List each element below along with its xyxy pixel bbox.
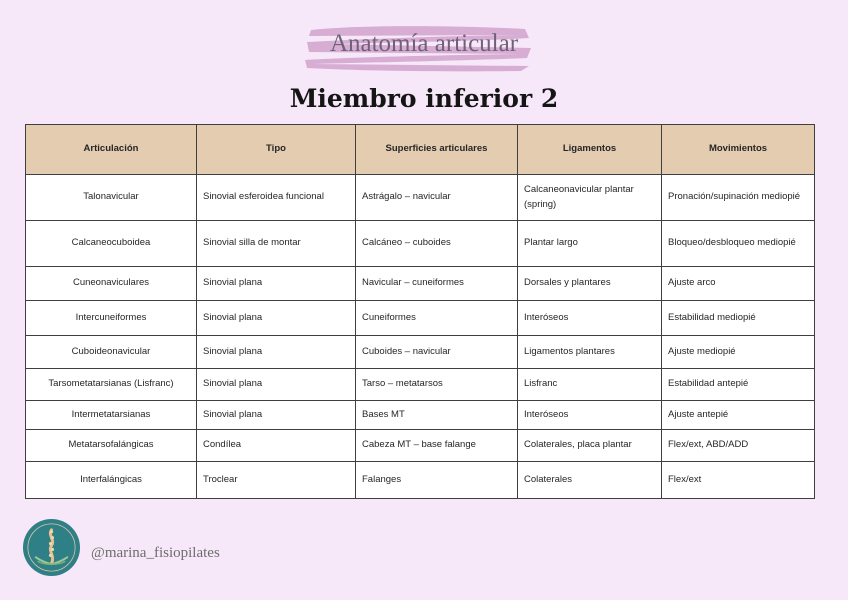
table-cell: Interóseos — [518, 301, 662, 336]
table-cell: Cuneiformes — [356, 301, 518, 336]
table-cell: Tarso – metatarsos — [356, 369, 518, 401]
table-cell: Calcaneonavicular plantar (spring) — [518, 175, 662, 221]
table-cell: Sinovial esferoidea funcional — [197, 175, 356, 221]
table-cell: Cuboideonavicular — [26, 336, 197, 369]
table-row — [26, 221, 815, 267]
table-cell: Tarsometatarsianas (Lisfranc) — [26, 369, 197, 401]
table-cell: Bloqueo/desbloqueo mediopié — [662, 221, 815, 267]
table-cell: Cuboides – navicular — [356, 336, 518, 369]
column-header-tipo: Tipo — [197, 125, 356, 175]
table-row — [26, 301, 815, 336]
table-cell: Talonavicular — [26, 175, 197, 221]
table-cell: Sinovial plana — [197, 267, 356, 301]
table-cell: Ligamentos plantares — [518, 336, 662, 369]
table-header-row — [26, 125, 815, 175]
table-cell: Colaterales — [518, 462, 662, 499]
table-cell: Sinovial silla de montar — [197, 221, 356, 267]
table-row — [26, 369, 815, 401]
table-cell: Flex/ext — [662, 462, 815, 499]
table-cell: Sinovial plana — [197, 301, 356, 336]
page-subtitle: Anatomía articular — [329, 30, 519, 57]
table-cell: Estabilidad antepié — [662, 369, 815, 401]
table-cell: Metatarsofalángicas — [26, 430, 197, 462]
table-cell: Calcáneo – cuboides — [356, 221, 518, 267]
table-row — [26, 401, 815, 430]
column-header-ligamentos: Ligamentos — [518, 125, 662, 175]
table-cell: Pronación/supinación mediopié — [662, 175, 815, 221]
page-title: Miembro inferior 2 — [289, 84, 559, 113]
table-cell: Sinovial plana — [197, 401, 356, 430]
table-cell: Dorsales y plantares — [518, 267, 662, 301]
table-row — [26, 267, 815, 301]
table-cell: Intermetatarsianas — [26, 401, 197, 430]
column-header-movimientos: Movimientos — [662, 125, 815, 175]
table-cell: Interóseos — [518, 401, 662, 430]
table-row — [26, 336, 815, 369]
column-header-articulacion: Articulación — [26, 125, 197, 175]
table-cell: Sinovial plana — [197, 369, 356, 401]
table-row — [26, 462, 815, 499]
social-handle: @marina_fisiopilates — [91, 545, 220, 561]
table-cell: Ajuste mediopié — [662, 336, 815, 369]
joints-table — [25, 124, 815, 499]
fisiopilates-logo-icon — [22, 518, 81, 577]
table-cell: Calcaneocuboidea — [26, 221, 197, 267]
table-cell: Colaterales, placa plantar — [518, 430, 662, 462]
table-cell: Sinovial plana — [197, 336, 356, 369]
table-cell: Plantar largo — [518, 221, 662, 267]
table-cell: Ajuste arco — [662, 267, 815, 301]
table-cell: Condílea — [197, 430, 356, 462]
table-cell: Cabeza MT – base falange — [356, 430, 518, 462]
table-cell: Astrágalo – navicular — [356, 175, 518, 221]
column-header-superficies: Superficies articulares — [356, 125, 518, 175]
table-cell: Bases MT — [356, 401, 518, 430]
table-cell: Interfalángicas — [26, 462, 197, 499]
table-cell: Estabilidad mediopié — [662, 301, 815, 336]
table-cell: Flex/ext, ABD/ADD — [662, 430, 815, 462]
table-cell: Intercuneiformes — [26, 301, 197, 336]
table-cell: Cuneonaviculares — [26, 267, 197, 301]
table-row — [26, 430, 815, 462]
table-row — [26, 175, 815, 221]
table-cell: Troclear — [197, 462, 356, 499]
table-cell: Ajuste antepié — [662, 401, 815, 430]
table-cell: Navicular – cuneiformes — [356, 267, 518, 301]
table-cell: Lisfranc — [518, 369, 662, 401]
table-cell: Falanges — [356, 462, 518, 499]
